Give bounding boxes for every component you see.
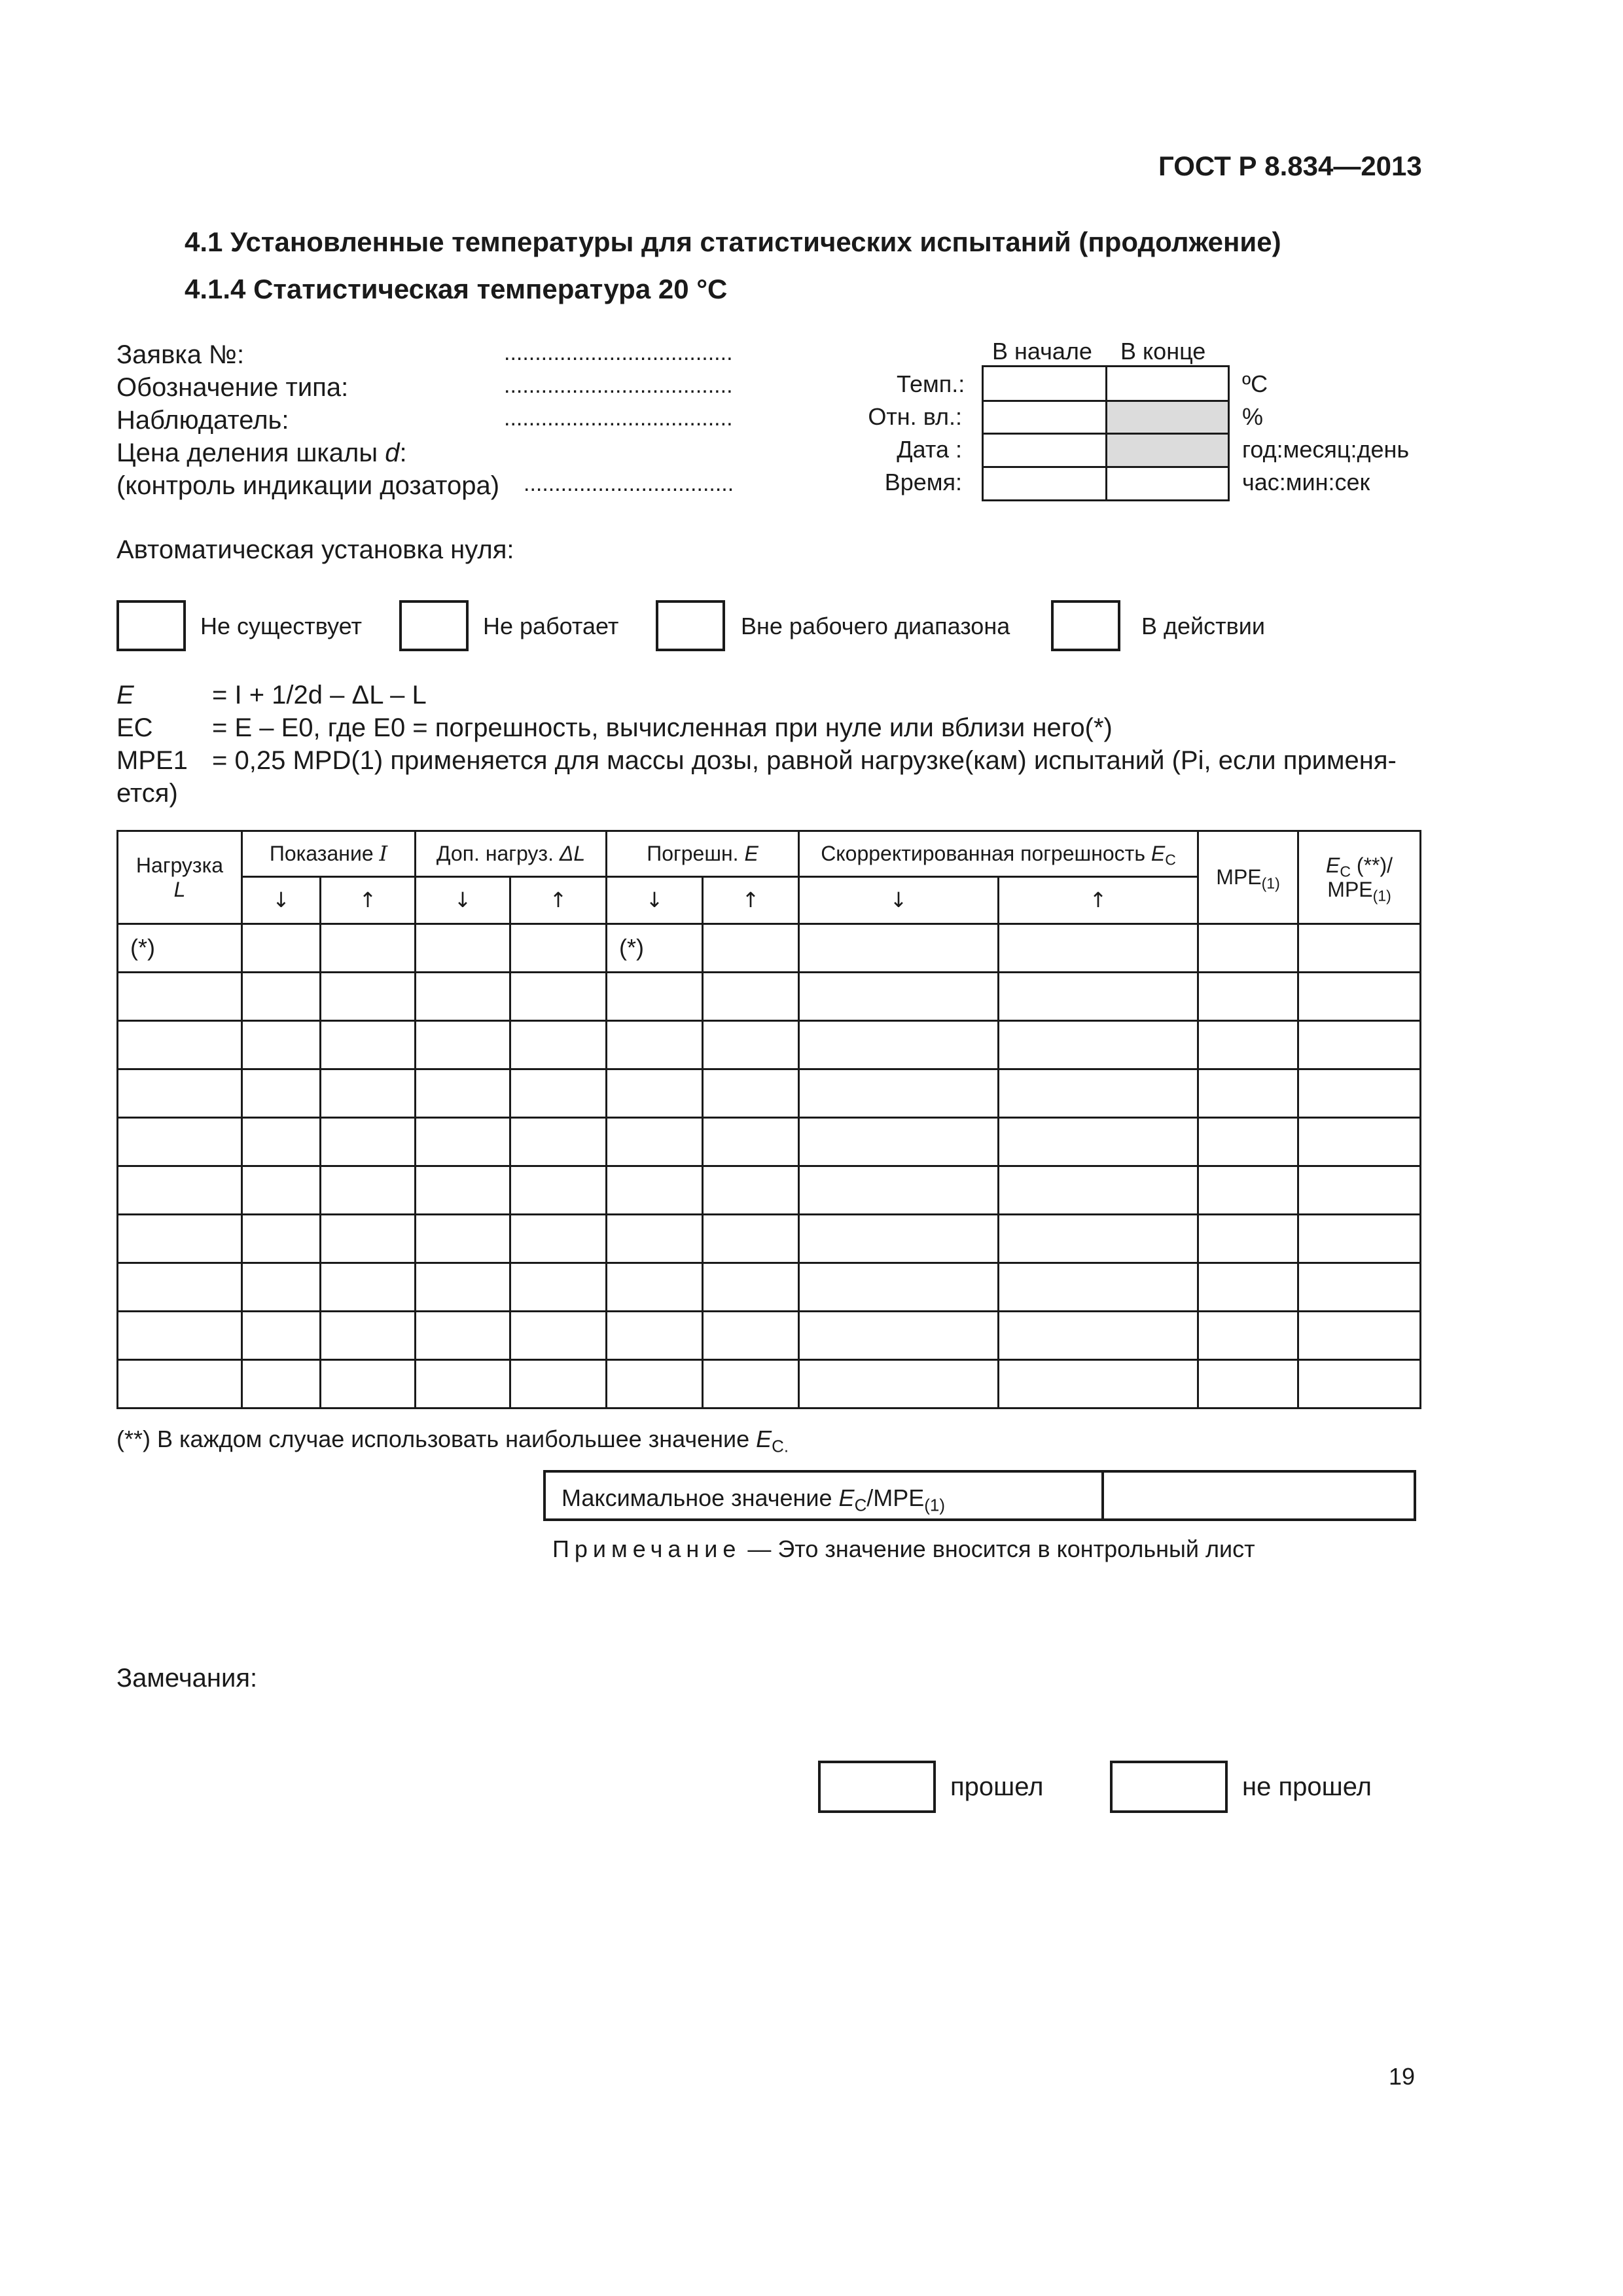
table-cell[interactable] (703, 1360, 799, 1408)
table-row (118, 1166, 1421, 1215)
table-cell[interactable] (607, 1166, 703, 1215)
table-cell[interactable] (321, 1166, 416, 1215)
table-cell[interactable] (1298, 1360, 1421, 1408)
formula-ec-definition: = E – E0, где E0 = погрешность, вычисленная при нуле или вблизи него(*) (212, 713, 1113, 742)
table-cell[interactable] (1298, 1118, 1421, 1166)
conditions-col-start: В начале (992, 338, 1092, 365)
table-cell[interactable] (510, 973, 607, 1021)
field-scale-label: Цена деления шкалы d: (116, 439, 407, 467)
table-cell[interactable] (118, 1263, 242, 1312)
label-passed: прошел (950, 1772, 1044, 1801)
table-cell[interactable] (1198, 1360, 1298, 1408)
table-cell[interactable] (799, 1118, 999, 1166)
arrow-down-icon: ↓ (242, 877, 321, 924)
table-cell[interactable] (703, 973, 799, 1021)
table-cell[interactable] (607, 973, 703, 1021)
table-row (118, 1069, 1421, 1118)
table-cell[interactable] (510, 1312, 607, 1360)
max-value-label: Максимальное значение $E_C/MPE_{(1)}$ (562, 1484, 945, 1515)
arrow-down-icon: ↓ (799, 877, 999, 924)
table-cell[interactable] (118, 1166, 242, 1215)
table-cell[interactable] (118, 1069, 242, 1118)
page-number: 19 (1389, 2063, 1416, 2090)
table-cell[interactable] (799, 1215, 999, 1263)
table-cell[interactable] (1198, 1069, 1298, 1118)
table-cell[interactable] (510, 1263, 607, 1312)
table-cell[interactable] (1298, 1312, 1421, 1360)
table-cell[interactable] (799, 1312, 999, 1360)
table-cell[interactable] (118, 1021, 242, 1069)
table-cell[interactable] (321, 1263, 416, 1312)
arrow-up-icon: ↑ (321, 877, 416, 924)
formula-e-definition: = I + 1/2d – ΔL – L (212, 681, 427, 709)
arrow-up-icon: ↑ (510, 877, 607, 924)
table-cell[interactable] (799, 973, 999, 1021)
table-cell[interactable] (242, 1312, 321, 1360)
table-cell[interactable] (416, 973, 510, 1021)
table-cell[interactable] (799, 1360, 999, 1408)
table-cell[interactable] (321, 1021, 416, 1069)
table-cell[interactable] (321, 1215, 416, 1263)
field-observer-label: Наблюдатель: (116, 406, 289, 435)
field-request-dots[interactable]: ..................................... (504, 340, 733, 365)
table-cell[interactable] (510, 1069, 607, 1118)
formula-e-symbol: E (116, 681, 134, 709)
table-cell[interactable] (607, 1263, 703, 1312)
conditions-temp-label: Темп.: (897, 370, 965, 397)
table-cell[interactable] (999, 1360, 1198, 1408)
conditions-date-label: Дата : (897, 436, 962, 463)
conditions-temp-end[interactable] (1105, 365, 1230, 402)
table-cell[interactable] (242, 1215, 321, 1263)
table-cell[interactable] (1198, 1215, 1298, 1263)
document-id: ГОСТ Р 8.834—2013 (1158, 151, 1422, 181)
table-cell[interactable] (242, 973, 321, 1021)
field-control-label: (контроль индикации дозатора) (116, 471, 500, 500)
label-not-working: Не работает (483, 613, 619, 639)
results-table (116, 830, 1421, 1409)
header-corrected-error: Скорректированная погрешность $E_C$ (799, 831, 1198, 877)
table-cell[interactable] (416, 1166, 510, 1215)
field-request-label: Заявка №: (116, 340, 245, 369)
table-cell[interactable] (607, 1360, 703, 1408)
table-cell[interactable] (703, 924, 799, 973)
conditions-date-end (1105, 433, 1230, 468)
table-row (118, 1312, 1421, 1360)
table-cell[interactable] (999, 1021, 1198, 1069)
table-cell[interactable] (999, 1312, 1198, 1360)
table-cell[interactable] (321, 973, 416, 1021)
table-cell[interactable] (703, 1021, 799, 1069)
table-cell[interactable] (416, 1021, 510, 1069)
arrow-down-icon: ↓ (416, 877, 510, 924)
field-observer-dots[interactable]: ..................................... (504, 406, 733, 431)
table-cell[interactable] (1198, 1312, 1298, 1360)
table-cell[interactable] (799, 1021, 999, 1069)
table-cell[interactable] (510, 924, 607, 973)
table-cell[interactable] (799, 1263, 999, 1312)
formula-mpe-symbol: MPE1 (116, 746, 188, 775)
conditions-col-end: В конце (1120, 338, 1206, 365)
table-cell[interactable] (242, 1118, 321, 1166)
table-cell[interactable] (510, 1360, 607, 1408)
table-cell[interactable] (242, 1360, 321, 1408)
max-value-label-cell (543, 1470, 1104, 1521)
formula-ec-symbol: EC (116, 713, 153, 742)
table-cell[interactable] (118, 1312, 242, 1360)
header-load: Нагрузка L (118, 831, 242, 924)
header-error: Погрешн. E (607, 831, 799, 877)
header-add-load: Доп. нагруз. ΔL (416, 831, 607, 877)
table-cell[interactable] (799, 1166, 999, 1215)
table-cell[interactable] (242, 1021, 321, 1069)
table-row (118, 973, 1421, 1021)
table-cell[interactable] (416, 1360, 510, 1408)
table-cell[interactable] (799, 1069, 999, 1118)
formula-mpe-continuation: ется) (116, 779, 178, 808)
table-cell[interactable] (1198, 924, 1298, 973)
table-cell[interactable] (1198, 1166, 1298, 1215)
table-cell[interactable] (1298, 1069, 1421, 1118)
table-row (118, 1360, 1421, 1408)
table-cell[interactable] (703, 1118, 799, 1166)
zero-setting-title: Автоматическая установка нуля: (116, 535, 514, 564)
remarks-label: Замечания: (116, 1664, 258, 1693)
arrow-down-icon: ↓ (607, 877, 703, 924)
arrow-up-icon: ↑ (999, 877, 1198, 924)
table-cell[interactable] (118, 1215, 242, 1263)
conditions-temp-start[interactable] (982, 365, 1107, 402)
table-cell[interactable] (999, 973, 1198, 1021)
table-cell[interactable]: (*) (118, 924, 242, 973)
conditions-humidity-start[interactable] (982, 400, 1107, 435)
table-cell[interactable] (416, 1312, 510, 1360)
table-cell[interactable] (1298, 1166, 1421, 1215)
table-cell[interactable] (416, 924, 510, 973)
table-cell[interactable] (321, 1312, 416, 1360)
field-type-label: Обозначение типа: (116, 373, 349, 402)
table-cell[interactable] (999, 1263, 1198, 1312)
checkbox-not-working[interactable] (399, 600, 469, 651)
table-cell[interactable] (118, 1118, 242, 1166)
table-cell[interactable] (1198, 1118, 1298, 1166)
table-cell[interactable] (242, 1263, 321, 1312)
conditions-date-unit: год:месяц:день (1242, 436, 1410, 463)
header-ratio: $E_C$ (**)/ $MPE_{(1)}$ (1298, 831, 1421, 924)
table-row (118, 1263, 1421, 1312)
table-cell[interactable]: (*) (607, 924, 703, 973)
table-cell[interactable] (1298, 1021, 1421, 1069)
table-cell[interactable] (607, 1118, 703, 1166)
header-indication: Показание I (242, 831, 416, 877)
table-row (118, 924, 1421, 973)
max-value-input[interactable] (1101, 1470, 1416, 1521)
table-cell[interactable] (242, 1166, 321, 1215)
table-cell[interactable] (242, 924, 321, 973)
conditions-humidity-end (1105, 400, 1230, 435)
checkbox-failed[interactable] (1110, 1761, 1228, 1813)
table-cell[interactable] (703, 1069, 799, 1118)
table-cell[interactable] (999, 924, 1198, 973)
table-cell[interactable] (321, 924, 416, 973)
table-cell[interactable] (321, 1360, 416, 1408)
checkbox-in-action[interactable] (1051, 600, 1120, 651)
table-cell[interactable] (607, 1069, 703, 1118)
note: Примечание — Это значение вносится в контрольный лист (552, 1535, 1255, 1562)
label-not-exist: Не существует (200, 613, 362, 639)
table-cell[interactable] (510, 1118, 607, 1166)
table-cell[interactable] (118, 1360, 242, 1408)
table-cell[interactable] (1298, 973, 1421, 1021)
table-cell[interactable] (999, 1118, 1198, 1166)
footnote: (**) В каждом случае использовать наибольшее значение $E_{C.}$ (116, 1426, 789, 1456)
label-out-of-range: Вне рабочего диапазона (741, 613, 1010, 639)
table-cell[interactable] (510, 1021, 607, 1069)
field-type-dots[interactable]: ..................................... (504, 373, 733, 398)
table-cell[interactable] (999, 1215, 1198, 1263)
table-cell[interactable] (703, 1215, 799, 1263)
conditions-date-start[interactable] (982, 433, 1107, 468)
table-row (118, 1021, 1421, 1069)
table-row (118, 1118, 1421, 1166)
table-cell[interactable] (416, 1118, 510, 1166)
table-cell[interactable] (321, 1069, 416, 1118)
table-cell[interactable] (999, 1166, 1198, 1215)
table-cell[interactable] (607, 1215, 703, 1263)
table-cell[interactable] (1198, 1021, 1298, 1069)
label-in-action: В действии (1141, 613, 1265, 639)
table-cell[interactable] (799, 924, 999, 973)
table-cell[interactable] (1198, 973, 1298, 1021)
table-cell[interactable] (416, 1215, 510, 1263)
conditions-time-unit: час:мин:сек (1242, 469, 1370, 495)
table-cell[interactable] (607, 1021, 703, 1069)
conditions-time-start[interactable] (982, 466, 1107, 501)
conditions-temp-unit: ºC (1242, 370, 1268, 397)
label-failed: не прошел (1242, 1772, 1372, 1801)
table-cell[interactable] (416, 1069, 510, 1118)
conditions-humidity-unit: % (1242, 403, 1264, 430)
section-title: 4.1 Установленные температуры для статистических испытаний (продолжение) (185, 226, 1281, 257)
conditions-time-end[interactable] (1105, 466, 1230, 501)
table-row (118, 1215, 1421, 1263)
conditions-time-label: Время: (884, 469, 962, 495)
formula-mpe-definition: = 0,25 MPD(1) применяется для массы дозы, равной нагрузке(кам) испытаний (Pi, если применя- (212, 746, 1397, 775)
table-cell[interactable] (999, 1069, 1198, 1118)
checkbox-not-exist[interactable] (116, 600, 186, 651)
table-cell[interactable] (1298, 924, 1421, 973)
checkbox-out-of-range[interactable] (656, 600, 725, 651)
table-cell[interactable] (510, 1166, 607, 1215)
table-cell[interactable] (607, 1312, 703, 1360)
field-control-dots[interactable]: .................................. (524, 471, 734, 496)
table-cell[interactable] (703, 1312, 799, 1360)
table-cell[interactable] (703, 1263, 799, 1312)
table-cell[interactable] (510, 1215, 607, 1263)
section-subtitle: 4.1.4 Статистическая температура 20 °C (185, 274, 728, 304)
table-cell[interactable] (1298, 1215, 1421, 1263)
table-cell[interactable] (703, 1166, 799, 1215)
arrow-up-icon: ↑ (703, 877, 799, 924)
checkbox-passed[interactable] (818, 1761, 936, 1813)
table-cell[interactable] (118, 973, 242, 1021)
table-cell[interactable] (1298, 1263, 1421, 1312)
table-cell[interactable] (242, 1069, 321, 1118)
conditions-humidity-label: Отн. вл.: (868, 403, 962, 430)
table-cell[interactable] (1198, 1263, 1298, 1312)
table-cell[interactable] (321, 1118, 416, 1166)
header-mpe: $MPE_{(1)}$ (1198, 831, 1298, 924)
table-cell[interactable] (416, 1263, 510, 1312)
